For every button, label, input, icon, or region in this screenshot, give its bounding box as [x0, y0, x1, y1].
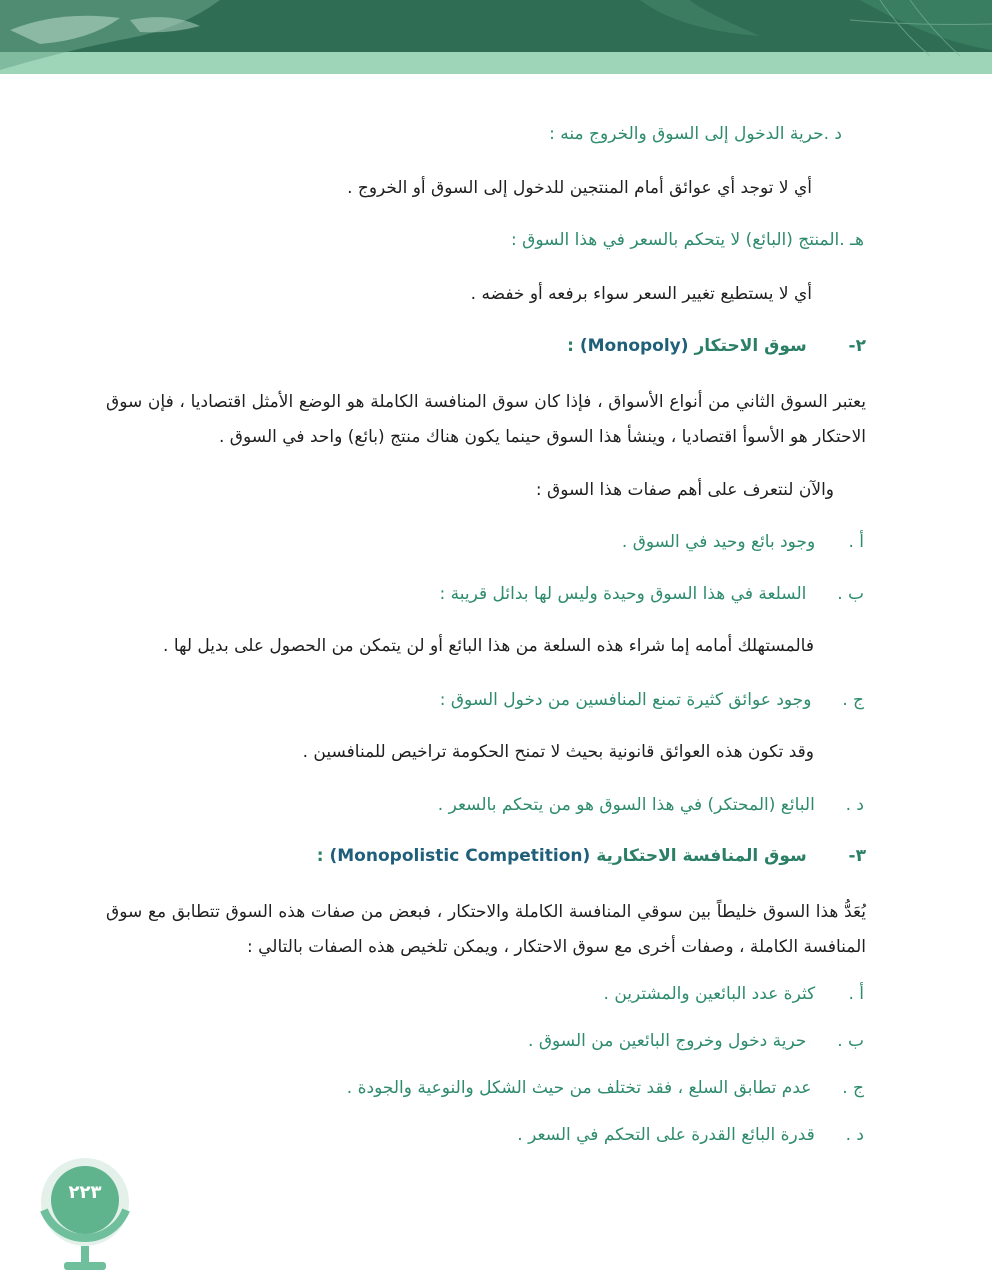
header-banner [0, 0, 992, 78]
section-colon: : [316, 846, 324, 866]
section-number: ٢- [848, 336, 866, 356]
globe-icon [30, 1150, 140, 1276]
item-entry-exit: د .حرية الدخول إلى السوق والخروج منه : [549, 124, 842, 144]
item-marker: أ . [848, 532, 864, 552]
paragraph-monopolistic-intro: يُعَدُّ هذا السوق خليطاً بين سوقي المنافسة الكاملة والاحتكار ، فبعض من صفات هذه السوق تتطابق مع سوق المنافسة الكاملة ، وصفات أخرى مع سوق الاحتكار ، ويمكن تلخيص هذه الصفات بالتالي : [106, 902, 866, 957]
monopoly-item-b-detail: فالمستهلك أمامه إما شراء هذه السلعة من هذا البائع أو لن يتمكن من الحصول على بديل لها . [163, 636, 814, 656]
item-marker: أ . [848, 984, 864, 1004]
section-colon: : [567, 336, 574, 356]
item-marker: ج . [842, 690, 864, 710]
monopoly-item-a [144, 532, 864, 552]
page-number: ٢٢٣ [68, 1182, 102, 1203]
monopolistic-item-d [144, 1125, 864, 1145]
monopolistic-item-c [144, 1078, 864, 1098]
monopoly-item-c-detail: وقد تكون هذه العوائق قانونية بحيث لا تمنح الحكومة تراخيص للمنافسين . [302, 742, 814, 762]
paragraph-monopoly-intro: يعتبر السوق الثاني من أنواع الأسواق ، فإذا كان سوق المنافسة الكاملة هو الوضع الأمثل اقتصاديا ، فإن سوق الاحتكار هو الأسوأ اقتصاديا ، وينشأ هذا السوق حينما يكون هناك منتج (بائع) واحد في السوق . [106, 392, 866, 447]
item-marker: ب . [837, 1031, 864, 1051]
monopolistic-item-a [144, 984, 864, 1004]
item-marker: د . [845, 1125, 864, 1145]
item-marker: ج . [842, 1078, 864, 1098]
item-text: البائع (المحتكر) في هذا السوق هو من يتحكم بالسعر . [437, 795, 815, 815]
section-heading-monopoly [166, 336, 866, 356]
section-title-en: (Monopolistic Competition) [329, 846, 591, 866]
section-title-ar: سوق المنافسة الاحتكارية [596, 846, 807, 866]
item-marker: د . [845, 795, 864, 815]
item-text: وجود بائع وحيد في السوق . [621, 532, 816, 552]
item-text: قدرة البائع القدرة على التحكم في السعر . [517, 1125, 815, 1145]
section-title-ar: سوق الاحتكار [694, 336, 807, 356]
item-text: وجود عوائق كثيرة تمنع المنافسين من دخول السوق : [439, 690, 812, 710]
monopoly-features-intro: والآن لنتعرف على أهم صفات هذا السوق : [535, 480, 834, 500]
monopolistic-item-b [144, 1031, 864, 1051]
item-price-control: هـ .المنتج (البائع) لا يتحكم بالسعر في هذا السوق : [511, 230, 864, 250]
section-heading-monopolistic [146, 846, 866, 866]
item-marker: ب . [837, 584, 864, 604]
monopoly-item-c [144, 690, 864, 710]
item-text: عدم تطابق السلع ، فقد تختلف من حيث الشكل والنوعية والجودة . [346, 1078, 812, 1098]
monopoly-item-b [144, 584, 864, 604]
item-price-control-detail: أي لا يستطيع تغيير السعر سواء برفعه أو خفضه . [470, 284, 812, 304]
item-text: السلعة في هذا السوق وحيدة وليس لها بدائل قريبة : [439, 584, 807, 604]
monopoly-item-d [144, 795, 864, 815]
item-entry-exit-detail: أي لا توجد أي عوائق أمام المنتجين للدخول إلى السوق أو الخروج . [347, 178, 812, 198]
item-text: كثرة عدد البائعين والمشترين . [603, 984, 816, 1004]
section-number: ٣- [848, 846, 866, 866]
section-title-en: (Monopoly) [579, 336, 689, 356]
item-text: حرية دخول وخروج البائعين من السوق . [528, 1031, 807, 1051]
